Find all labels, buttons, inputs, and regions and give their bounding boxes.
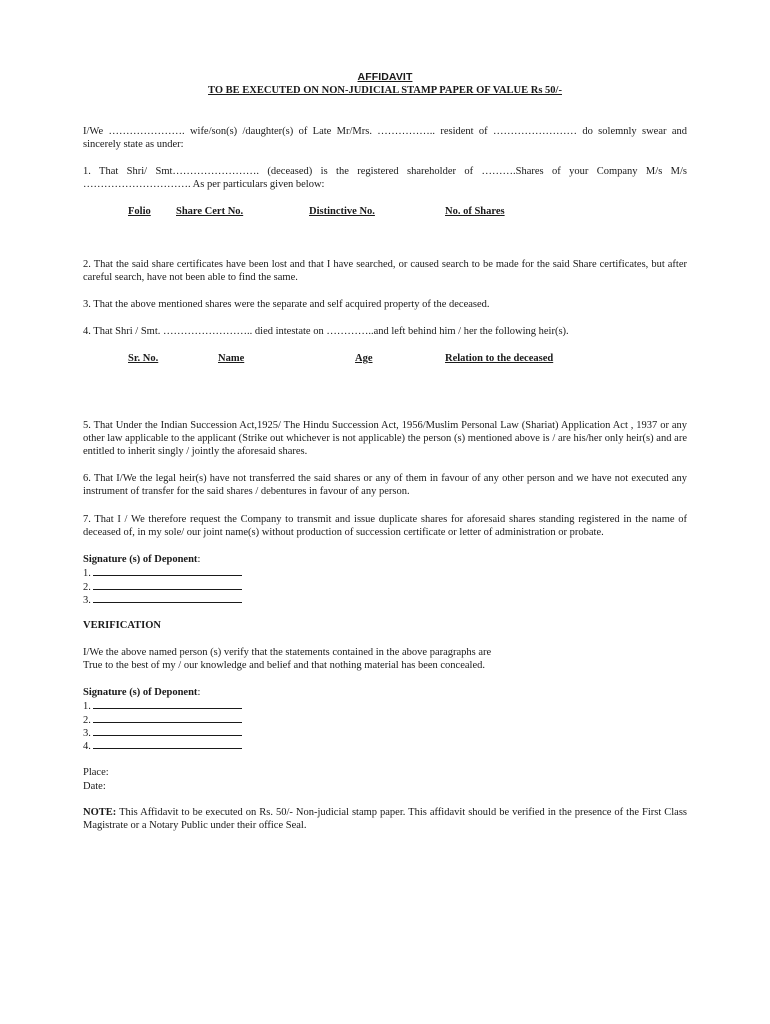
header-name: Name bbox=[218, 353, 245, 364]
paragraph-5: 5. That Under the Indian Succession Act,1925/ The Hindu Succession Act, 1956/Muslim Personal Law (Shariat) Application Act , 1937 or any other law applicable to the applicant (Strike out whichever is not applicable) the person (s) mentioned above is / are his/her only heir(s) and are entitled to inherit singly / jointly the aforesaid shares. bbox=[83, 420, 687, 457]
paragraph-4: 4. That Shri / Smt. …………………….. died intestate on …………..and left behind him / her the following heir(s). bbox=[83, 326, 569, 337]
header-distinctive-no: Distinctive No. bbox=[309, 206, 375, 217]
note-paragraph bbox=[83, 806, 687, 832]
date-label: Date: bbox=[83, 781, 106, 792]
signature-line-2[interactable]: 2. bbox=[83, 713, 242, 727]
note-label: NOTE: bbox=[83, 807, 117, 818]
header-share-cert-no: Share Cert No. bbox=[176, 206, 244, 217]
paragraph-7: 7. That I / We therefore request the Company to transmit and issue duplicate shares for aforesaid shares standing registered in the name of deceased of, in my sole/ our joint name(s) without production of succession certificate or letter of administration or probate. bbox=[83, 514, 687, 538]
place-label: Place: bbox=[83, 767, 109, 778]
header-no-of-shares: No. of Shares bbox=[445, 206, 505, 217]
paragraph-1: 1. That Shri/ Smt……………………. (deceased) is the registered shareholder of ……….Shares of your Company M/s M/s …………………………. As per particulars given below: bbox=[83, 166, 687, 190]
note-text: This Affidavit to be executed on Rs. 50/- Non-judicial stamp paper. This affidavit should be verified in the presence of the First Class Magistrate or a Notary Public under their office Seal. bbox=[83, 807, 687, 831]
signature-blank[interactable] bbox=[93, 580, 242, 590]
signature-blank[interactable] bbox=[93, 713, 242, 723]
header-folio: Folio bbox=[128, 206, 151, 217]
signature-line-4[interactable]: 4. bbox=[83, 739, 242, 753]
signature-line-2[interactable]: 2. bbox=[83, 580, 242, 594]
signature-blank[interactable] bbox=[93, 726, 242, 736]
signature-line-1[interactable]: 1. bbox=[83, 566, 242, 580]
signature-line-3[interactable]: 3. bbox=[83, 593, 242, 607]
verification-line-1: I/We the above named person (s) verify that the statements contained in the above paragraphs are bbox=[83, 647, 492, 658]
signature-blank[interactable] bbox=[93, 739, 242, 749]
affidavit-page bbox=[83, 0, 687, 1024]
header-relation: Relation to the deceased bbox=[445, 353, 554, 364]
verification-heading: VERIFICATION bbox=[83, 620, 161, 631]
heir-table-header bbox=[83, 352, 687, 366]
paragraph-2: 2. That the said share certificates have been lost and that I have searched, or caused search to be made for the said Share certificates, but after careful search, have not been able to find the same. bbox=[83, 259, 687, 283]
document-subtitle: TO BE EXECUTED ON NON-JUDICIAL STAMP PAPER OF VALUE Rs 50/- bbox=[208, 85, 562, 96]
header-sr-no: Sr. No. bbox=[128, 353, 159, 364]
paragraph-3: 3. That the above mentioned shares were the separate and self acquired property of the deceased. bbox=[83, 299, 490, 310]
verification-line-2: True to the best of my / our knowledge and belief and that nothing material has been concealed. bbox=[83, 660, 485, 671]
signature-label-2: Signature (s) of Deponent: bbox=[83, 687, 201, 698]
signature-blank[interactable] bbox=[93, 593, 242, 603]
document-title: AFFIDAVIT bbox=[357, 71, 413, 83]
intro-paragraph: I/We …………………. wife/son(s) /daughter(s) of Late Mr/Mrs. …………….. resident of …………………… do solemnly swear and sincerely state as under: bbox=[83, 126, 687, 150]
paragraph-6: 6. That I/We the legal heir(s) have not transferred the said shares or any of them in favour of any other person and we have not executed any instrument of transfer for the said shares / debentures in favour of any person. bbox=[83, 473, 687, 497]
signature-line-3[interactable]: 3. bbox=[83, 726, 242, 740]
signature-blank[interactable] bbox=[93, 699, 242, 709]
share-table-header bbox=[83, 205, 687, 219]
header-age: Age bbox=[355, 353, 373, 364]
signature-blank[interactable] bbox=[93, 566, 242, 576]
signature-label-1: Signature (s) of Deponent: bbox=[83, 554, 201, 565]
signature-line-1[interactable]: 1. bbox=[83, 699, 242, 713]
